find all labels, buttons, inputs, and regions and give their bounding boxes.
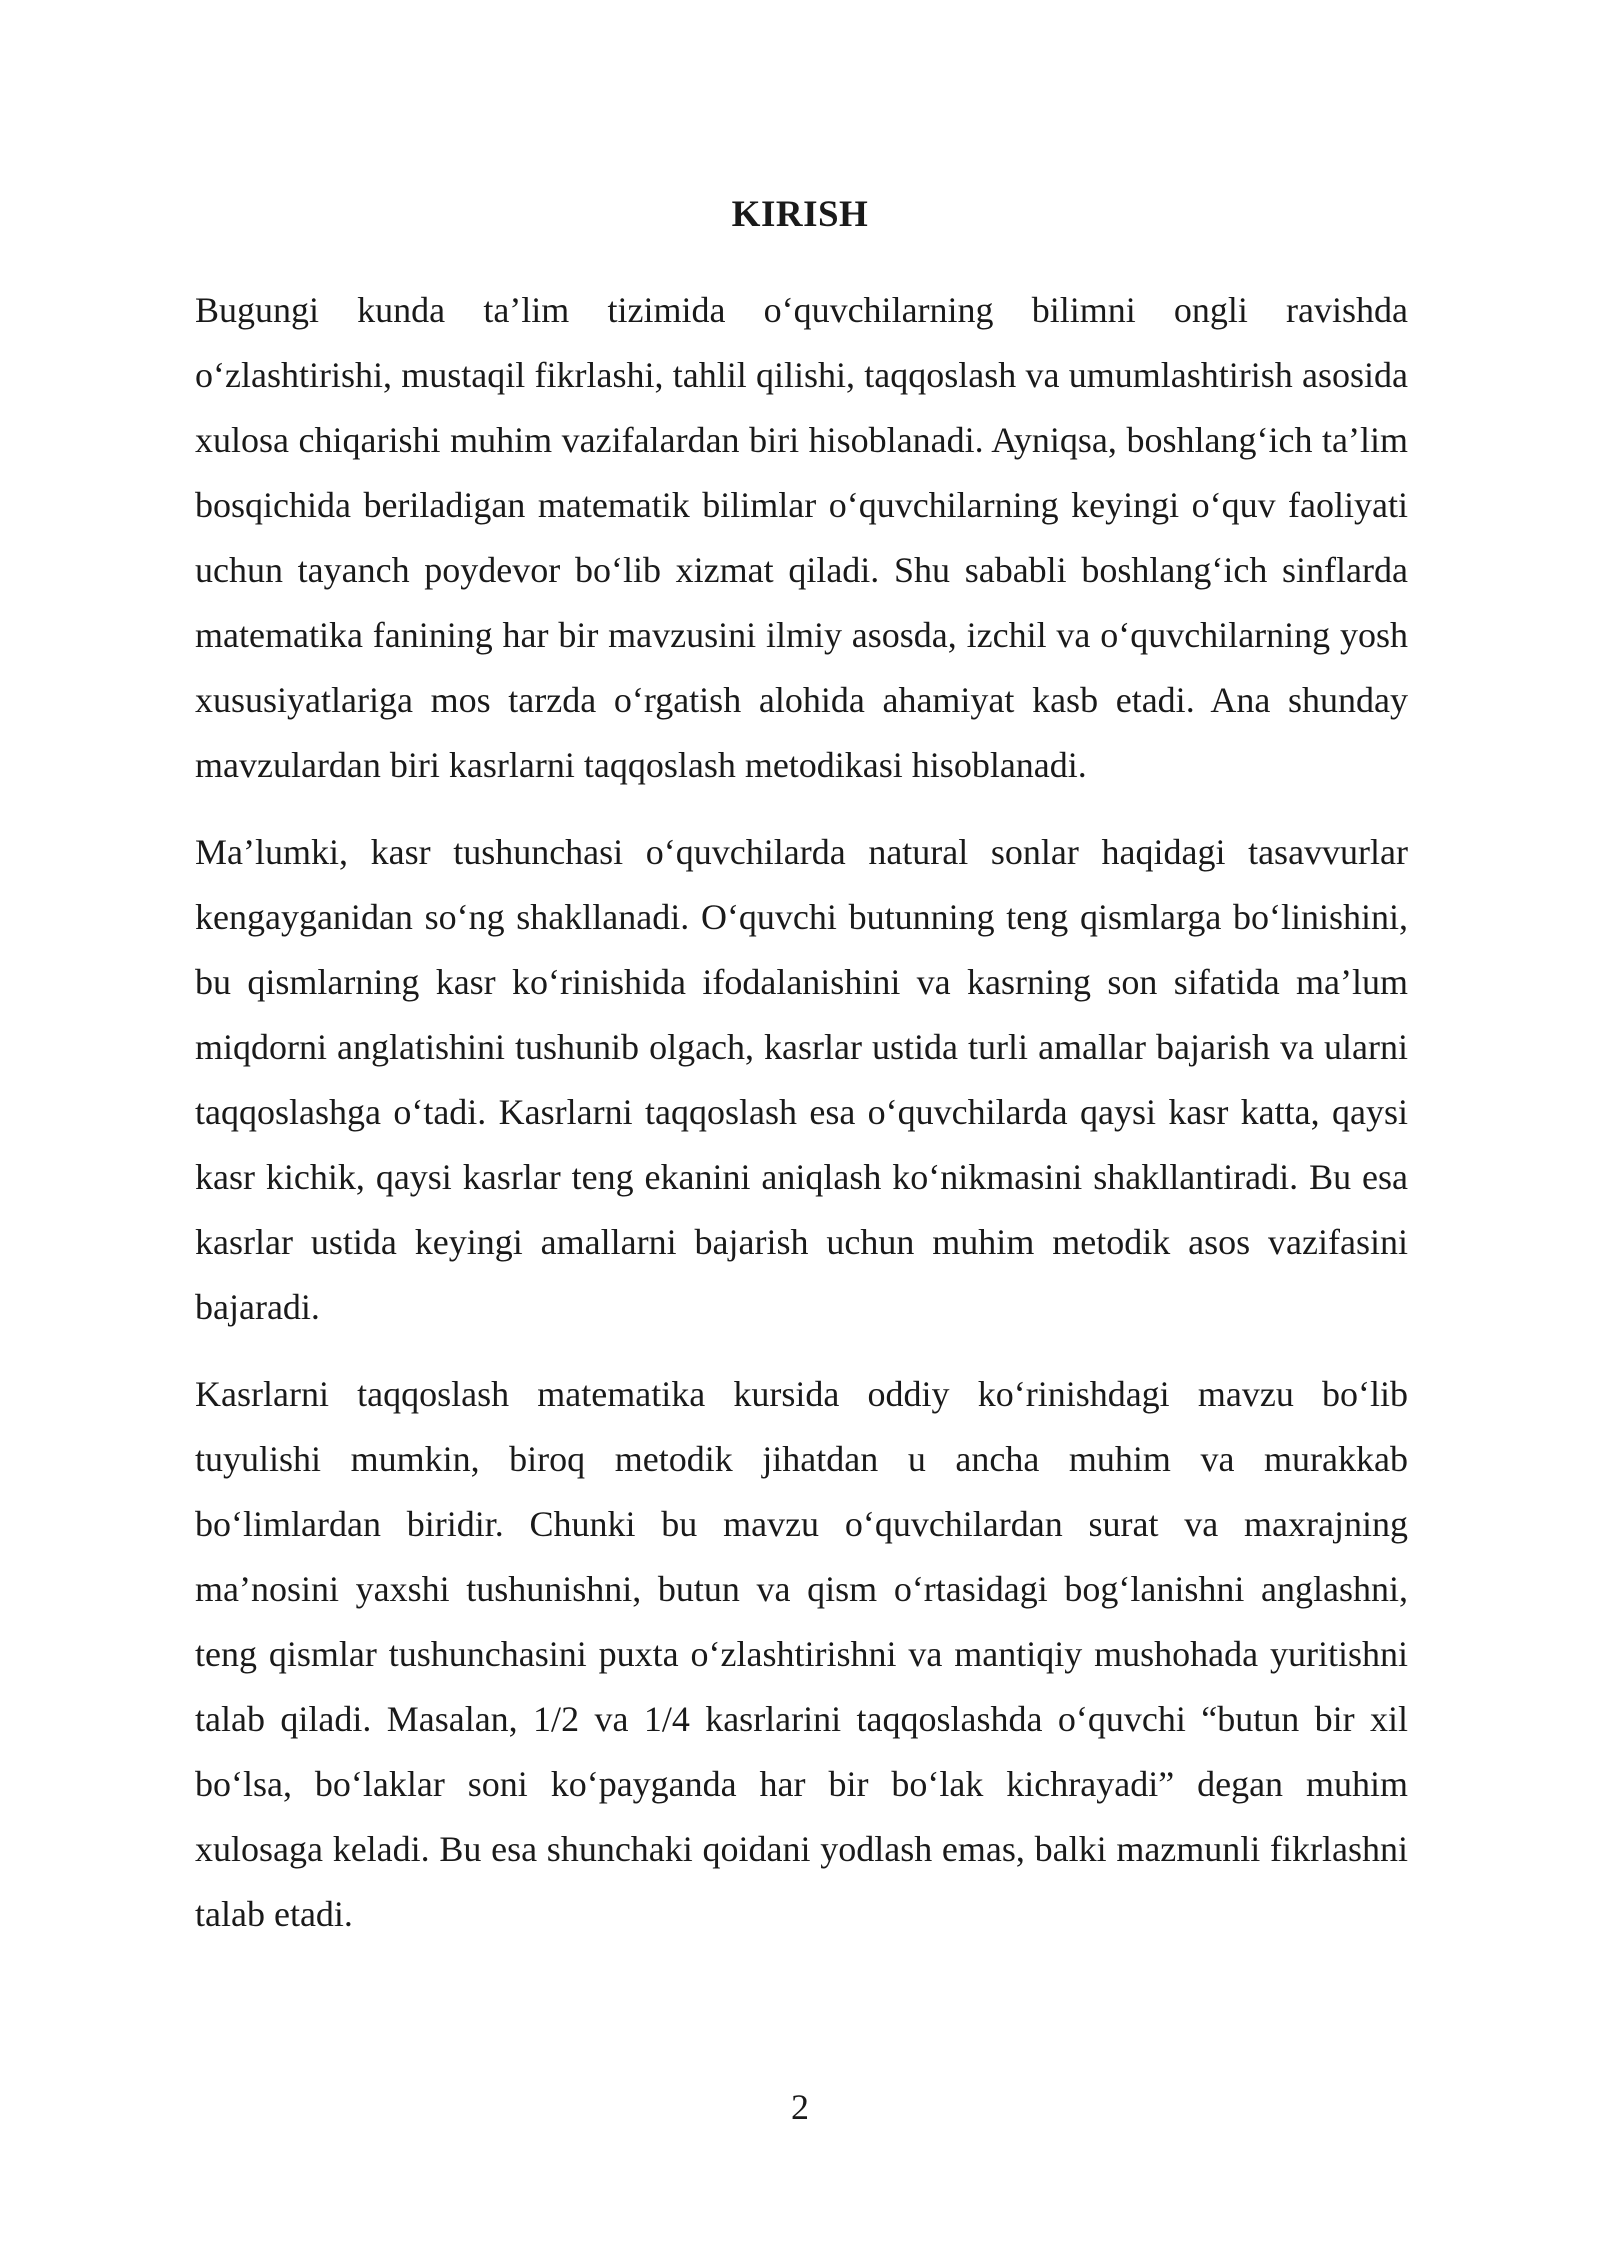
body-text [195,278,1408,1969]
paragraph-1: Bugungi kunda ta’lim tizimida o‘quvchilarning bilimni ongli ravishda o‘zlashtirishi, mustaqil fikrlashi, tahlil qilishi, taqqoslash va umumlashtirish asosida xulosa chiqarishi muhim vazifalardan biri hisoblanadi. Ayniqsa, boshlang‘ich ta’lim bosqichida beriladigan matematik bilimlar o‘quvchilarning keyingi o‘quv faoliyati uchun tayanch poydevor bo‘lib xizmat qiladi. Shu sababli boshlang‘ich sinflarda matematika fanining har bir mavzusini ilmiy asosda, izchil va o‘quvchilarning yosh xususiyatlariga mos tarzda o‘rgatish alohida ahamiyat kasb etadi. Ana shunday mavzulardan biri kasrlarni taqqoslash metodikasi hisoblanadi. [195,290,1408,785]
page-number: 2 [791,2087,809,2127]
section-heading: KIRISH [731,194,869,235]
paragraph-2: Ma’lumki, kasr tushunchasi o‘quvchilarda natural sonlar haqidagi tasavvurlar kengayganidan so‘ng shakllanadi. O‘quvchi butunning teng qismlarga bo‘linishini, bu qismlarning kasr ko‘rinishida ifodalanishini va kasrning son sifatida ma’lum miqdorni anglatishini tushunib olgach, kasrlar ustida turli amallar bajarish va ularni taqqoslashga o‘tadi. Kasrlarni taqqoslash esa o‘quvchilarda qaysi kasr katta, qaysi kasr kichik, qaysi kasrlar teng ekanini aniqlash ko‘nikmasini shakllantiradi. Bu esa kasrlar ustida keyingi amallarni bajarish uchun muhim metodik asos vazifasini bajaradi. [195,832,1408,1327]
paragraph-3: Kasrlarni taqqoslash matematika kursida oddiy ko‘rinishdagi mavzu bo‘lib tuyulishi mumkin, biroq metodik jihatdan u ancha muhim va murakkab bo‘limlardan biridir. Chunki bu mavzu o‘quvchilardan surat va maxrajning ma’nosini yaxshi tushunishni, butun va qism o‘rtasidagi bog‘lanishni anglashni, teng qismlar tushunchasini puxta o‘zlashtirishni va mantiqiy mushohada yuritishni talab qiladi. Masalan, 1/2 va 1/4 kasrlarini taqqoslashda o‘quvchi “butun bir xil bo‘lsa, bo‘laklar soni ko‘payganda har bir bo‘lak kichrayadi” degan muhim xulosaga keladi. Bu esa shunchaki qoidani yodlash emas, balki mazmunli fikrlashni talab etadi. [195,1374,1408,1934]
